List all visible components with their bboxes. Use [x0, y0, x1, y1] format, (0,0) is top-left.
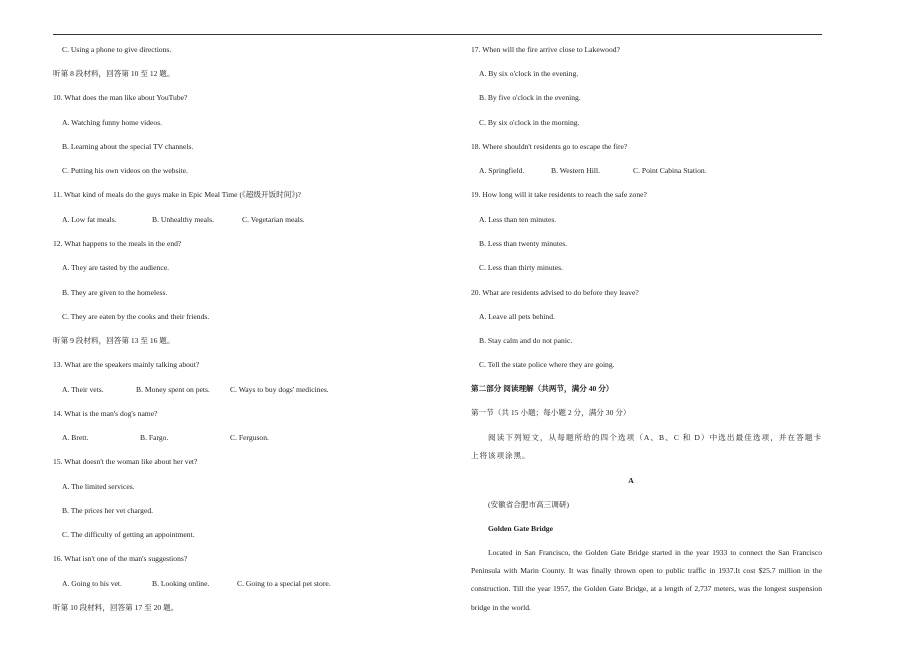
question-18: 18. Where shouldn't residents go to escape the fire? — [471, 142, 628, 151]
question-20: 20. What are residents advised to do before they leave? — [471, 288, 639, 297]
passage-label: A — [628, 476, 634, 485]
option-20c: C. Tell the state police where they are going. — [479, 360, 615, 369]
question-13: 13. What are the speakers mainly talking about? — [53, 360, 200, 369]
option-15b: B. The prices her vet charged. — [62, 506, 154, 515]
option-18a: A. Springfield. — [479, 166, 525, 175]
option-19c: C. Less than thirty minutes. — [479, 263, 563, 272]
option-17c: C. By six o'clock in the morning. — [479, 118, 580, 127]
option-14c: C. Ferguson. — [230, 433, 269, 442]
section-instruction-9: 听第 9 段材料，回答第 13 至 16 题。 — [53, 336, 175, 345]
option-15a: A. The limited services. — [62, 482, 135, 491]
reading-instructions: 阅读下列短文，从每题所给的四个选项（A、B、C 和 D）中选出最佳选项，并在答题卡上将该项涂黑。 — [471, 433, 822, 461]
option-12c: C. They are eaten by the cooks and their friends. — [62, 312, 210, 321]
section-one-heading: 第一节（共 15 小题；每小题 2 分，满分 30 分） — [471, 408, 631, 417]
option-18b: B. Western Hill. — [551, 166, 601, 175]
passage-source: (安徽省合肥市高三调研) — [488, 500, 569, 509]
question-15: 15. What doesn't the woman like about her vet? — [53, 457, 198, 466]
option-16c: C. Going to a special pet store. — [237, 579, 331, 588]
option-13a: A. Their vets. — [62, 385, 104, 394]
option-13b: B. Money spent on pets. — [136, 385, 210, 394]
option-20a: A. Leave all pets behind. — [479, 312, 555, 321]
option-15c: C. The difficulty of getting an appointment. — [62, 530, 195, 539]
option-18c: C. Point Cabina Station. — [633, 166, 707, 175]
passage-title: Golden Gate Bridge — [488, 524, 553, 533]
option-12a: A. They are tasted by the audience. — [62, 263, 169, 272]
question-19: 19. How long will it take residents to reach the safe zone? — [471, 190, 647, 199]
option-17a: A. By six o'clock in the evening. — [479, 69, 579, 78]
option-9c: C. Using a phone to give directions. — [62, 45, 172, 54]
question-10: 10. What does the man like about YouTube? — [53, 93, 188, 102]
option-14b: B. Fargo. — [140, 433, 169, 442]
option-11c: C. Vegetarian meals. — [242, 215, 305, 224]
option-11a: A. Low fat meals. — [62, 215, 117, 224]
question-17: 17. When will the fire arrive close to Lakewood? — [471, 45, 620, 54]
option-10b: B. Learning about the special TV channels. — [62, 142, 194, 151]
question-12: 12. What happens to the meals in the end? — [53, 239, 182, 248]
question-16: 16. What isn't one of the man's suggestions? — [53, 554, 188, 563]
section-instruction-8: 听第 8 段材料，回答第 10 至 12 题。 — [53, 69, 175, 78]
option-12b: B. They are given to the homeless. — [62, 288, 168, 297]
option-16b: B. Looking online. — [152, 579, 210, 588]
section-instruction-10: 听第 10 段材料，回答第 17 至 20 题。 — [53, 603, 179, 612]
option-20b: B. Stay calm and do not panic. — [479, 336, 573, 345]
question-14: 14. What is the man's dog's name? — [53, 409, 158, 418]
option-17b: B. By five o'clock in the evening. — [479, 93, 581, 102]
option-16a: A. Going to his vet. — [62, 579, 122, 588]
option-11b: B. Unhealthy meals. — [152, 215, 215, 224]
option-19b: B. Less than twenty minutes. — [479, 239, 568, 248]
question-11: 11. What kind of meals do the guys make in Epic Meal Time (《超级开饭时间》)? — [53, 190, 302, 199]
passage-paragraph: Located in San Francisco, the Golden Gate Bridge started in the year 1933 to connect the San Francisco Peninsula with Marin County. It was finally thrown open to public traffic in 1937.It cost $25.7 million in the construction. Till the year 1957, the Golden Gate Bridge, at a length of 2,737 meters, was the longest suspension bridge in the world. — [471, 548, 822, 612]
option-13c: C. Ways to buy dogs' medicines. — [230, 385, 329, 394]
option-19a: A. Less than ten minutes. — [479, 215, 557, 224]
option-14a: A. Brett. — [62, 433, 89, 442]
header-rule — [53, 34, 822, 35]
option-10c: C. Putting his own videos on the website. — [62, 166, 188, 175]
part-two-heading: 第二部分 阅读理解（共两节，满分 40 分） — [471, 384, 614, 393]
option-10a: A. Watching funny home videos. — [62, 118, 163, 127]
